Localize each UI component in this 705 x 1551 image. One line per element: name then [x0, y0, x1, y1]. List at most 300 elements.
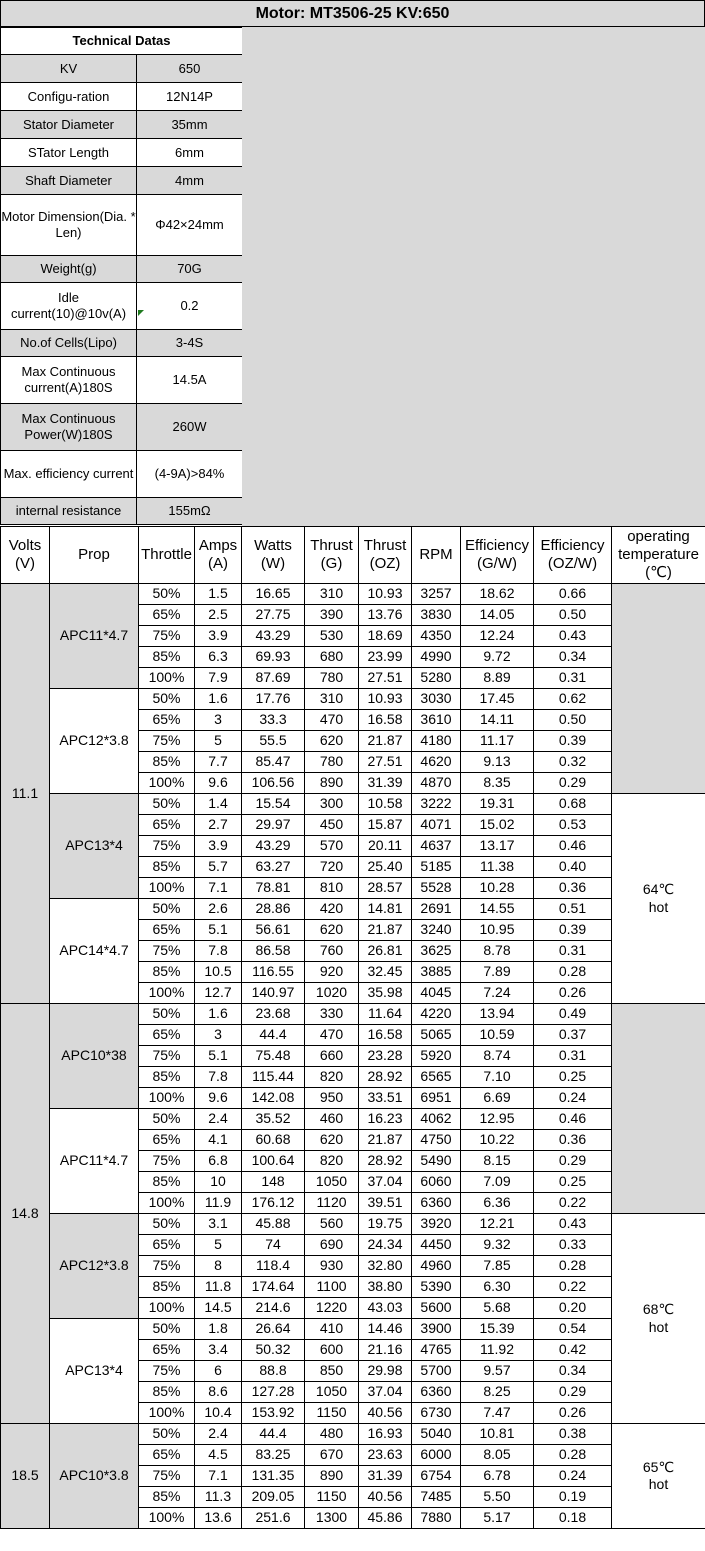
- thrust-oz-cell: 10.93: [359, 584, 412, 605]
- amps-cell: 5: [195, 731, 242, 752]
- efficiency-gw-cell: 12.24: [461, 626, 534, 647]
- rpm-cell: 7880: [412, 1508, 461, 1529]
- efficiency-gw-cell: 14.55: [461, 899, 534, 920]
- amps-cell: 5: [195, 1235, 242, 1256]
- amps-cell: 7.7: [195, 752, 242, 773]
- watts-cell: 78.81: [242, 878, 305, 899]
- page-title: Motor: MT3506-25 KV:650: [0, 0, 705, 27]
- rpm-cell: 4180: [412, 731, 461, 752]
- thrust-oz-cell: 23.63: [359, 1445, 412, 1466]
- throttle-cell: 85%: [139, 1067, 195, 1088]
- rpm-cell: 5280: [412, 668, 461, 689]
- rpm-cell: 4350: [412, 626, 461, 647]
- thrust-g-cell: 620: [305, 920, 359, 941]
- efficiency-gw-cell: 8.25: [461, 1382, 534, 1403]
- thrust-g-cell: 950: [305, 1088, 359, 1109]
- tech-label: Configu-ration: [1, 83, 137, 111]
- thrust-g-cell: 890: [305, 773, 359, 794]
- watts-cell: 56.61: [242, 920, 305, 941]
- thrust-g-cell: 850: [305, 1361, 359, 1382]
- efficiency-ozw-cell: 0.46: [534, 836, 612, 857]
- throttle-cell: 65%: [139, 710, 195, 731]
- amps-cell: 1.8: [195, 1319, 242, 1340]
- amps-cell: 14.5: [195, 1298, 242, 1319]
- efficiency-ozw-cell: 0.39: [534, 920, 612, 941]
- table-row: [1, 794, 705, 815]
- thrust-oz-cell: 37.04: [359, 1382, 412, 1403]
- efficiency-ozw-cell: 0.31: [534, 1046, 612, 1067]
- watts-cell: 115.44: [242, 1067, 305, 1088]
- efficiency-ozw-cell: 0.29: [534, 773, 612, 794]
- efficiency-gw-cell: 8.89: [461, 668, 534, 689]
- tech-value: 650: [137, 55, 243, 83]
- thrust-oz-cell: 24.34: [359, 1235, 412, 1256]
- thrust-g-cell: 1050: [305, 1382, 359, 1403]
- throttle-cell: 85%: [139, 1277, 195, 1298]
- table-row: [1, 1424, 705, 1445]
- thrust-g-cell: 620: [305, 1130, 359, 1151]
- thrust-oz-cell: 21.87: [359, 1130, 412, 1151]
- watts-cell: 118.4: [242, 1256, 305, 1277]
- thrust-g-cell: 470: [305, 710, 359, 731]
- throttle-cell: 100%: [139, 983, 195, 1004]
- thrust-oz-cell: 40.56: [359, 1403, 412, 1424]
- tech-row: [1, 256, 243, 283]
- rpm-cell: 4045: [412, 983, 461, 1004]
- efficiency-ozw-cell: 0.43: [534, 626, 612, 647]
- rpm-cell: 3900: [412, 1319, 461, 1340]
- thrust-g-cell: 560: [305, 1214, 359, 1235]
- efficiency-ozw-cell: 0.19: [534, 1487, 612, 1508]
- temperature-value: 65℃: [642, 1458, 675, 1475]
- watts-cell: 75.48: [242, 1046, 305, 1067]
- efficiency-gw-cell: 7.24: [461, 983, 534, 1004]
- efficiency-gw-cell: 14.05: [461, 605, 534, 626]
- throttle-cell: 75%: [139, 1361, 195, 1382]
- efficiency-gw-cell: 7.10: [461, 1067, 534, 1088]
- efficiency-gw-cell: 19.31: [461, 794, 534, 815]
- prop-cell: APC13*4: [50, 794, 139, 899]
- thrust-g-cell: 480: [305, 1424, 359, 1445]
- rpm-cell: 6565: [412, 1067, 461, 1088]
- throttle-cell: 75%: [139, 1256, 195, 1277]
- rpm-cell: 6360: [412, 1382, 461, 1403]
- tech-value: 35mm: [137, 111, 243, 139]
- efficiency-gw-cell: 10.59: [461, 1025, 534, 1046]
- throttle-cell: 50%: [139, 899, 195, 920]
- efficiency-ozw-cell: 0.40: [534, 857, 612, 878]
- thrust-g-cell: 420: [305, 899, 359, 920]
- rpm-cell: 5185: [412, 857, 461, 878]
- rpm-cell: 3885: [412, 962, 461, 983]
- efficiency-ozw-cell: 0.38: [534, 1424, 612, 1445]
- watts-cell: 15.54: [242, 794, 305, 815]
- thrust-g-cell: 450: [305, 815, 359, 836]
- tech-row: [1, 83, 243, 111]
- watts-cell: 142.08: [242, 1088, 305, 1109]
- efficiency-gw-cell: 9.57: [461, 1361, 534, 1382]
- watts-cell: 43.29: [242, 836, 305, 857]
- rpm-cell: 4990: [412, 647, 461, 668]
- watts-cell: 44.4: [242, 1424, 305, 1445]
- efficiency-gw-cell: 6.78: [461, 1466, 534, 1487]
- throttle-cell: 50%: [139, 1319, 195, 1340]
- watts-cell: 43.29: [242, 626, 305, 647]
- efficiency-gw-cell: 7.85: [461, 1256, 534, 1277]
- amps-cell: 3.4: [195, 1340, 242, 1361]
- tech-value: 260W: [137, 404, 243, 451]
- tech-label: KV: [1, 55, 137, 83]
- rpm-cell: 5490: [412, 1151, 461, 1172]
- thrust-oz-cell: 19.75: [359, 1214, 412, 1235]
- rpm-cell: 7485: [412, 1487, 461, 1508]
- efficiency-gw-cell: 5.50: [461, 1487, 534, 1508]
- volts-cell: 18.5: [1, 1424, 50, 1529]
- amps-cell: 10.5: [195, 962, 242, 983]
- efficiency-ozw-cell: 0.49: [534, 1004, 612, 1025]
- throttle-cell: 100%: [139, 1508, 195, 1529]
- temperature-cell: [612, 1214, 705, 1424]
- tech-value: 0.2: [137, 283, 243, 330]
- thrust-oz-cell: 32.45: [359, 962, 412, 983]
- throttle-cell: 50%: [139, 1214, 195, 1235]
- thrust-g-cell: 690: [305, 1235, 359, 1256]
- efficiency-ozw-cell: 0.22: [534, 1277, 612, 1298]
- efficiency-ozw-cell: 0.22: [534, 1193, 612, 1214]
- thrust-g-cell: 1020: [305, 983, 359, 1004]
- thrust-oz-cell: 28.92: [359, 1067, 412, 1088]
- efficiency-ozw-cell: 0.54: [534, 1319, 612, 1340]
- efficiency-ozw-cell: 0.32: [534, 752, 612, 773]
- efficiency-ozw-cell: 0.34: [534, 1361, 612, 1382]
- watts-cell: 69.93: [242, 647, 305, 668]
- thrust-g-cell: 780: [305, 752, 359, 773]
- amps-cell: 11.3: [195, 1487, 242, 1508]
- efficiency-ozw-cell: 0.28: [534, 962, 612, 983]
- throttle-cell: 100%: [139, 878, 195, 899]
- watts-cell: 131.35: [242, 1466, 305, 1487]
- thrust-g-cell: 310: [305, 584, 359, 605]
- efficiency-ozw-cell: 0.29: [534, 1151, 612, 1172]
- efficiency-ozw-cell: 0.68: [534, 794, 612, 815]
- rpm-cell: 5390: [412, 1277, 461, 1298]
- tech-label: Motor Dimension(Dia. * Len): [1, 195, 137, 256]
- thrust-g-cell: 680: [305, 647, 359, 668]
- efficiency-gw-cell: 10.95: [461, 920, 534, 941]
- efficiency-ozw-cell: 0.46: [534, 1109, 612, 1130]
- rpm-cell: 3257: [412, 584, 461, 605]
- watts-cell: 29.97: [242, 815, 305, 836]
- thrust-oz-cell: 21.87: [359, 731, 412, 752]
- efficiency-ozw-cell: 0.42: [534, 1340, 612, 1361]
- throttle-cell: 100%: [139, 668, 195, 689]
- amps-cell: 8: [195, 1256, 242, 1277]
- tech-value: 14.5A: [137, 357, 243, 404]
- rpm-cell: 5528: [412, 878, 461, 899]
- efficiency-gw-cell: 9.13: [461, 752, 534, 773]
- watts-cell: 174.64: [242, 1277, 305, 1298]
- watts-cell: 27.75: [242, 605, 305, 626]
- throttle-cell: 65%: [139, 815, 195, 836]
- amps-cell: 5.1: [195, 920, 242, 941]
- efficiency-ozw-cell: 0.25: [534, 1067, 612, 1088]
- thrust-oz-cell: 16.93: [359, 1424, 412, 1445]
- efficiency-gw-cell: 13.94: [461, 1004, 534, 1025]
- amps-cell: 3.9: [195, 626, 242, 647]
- amps-cell: 3: [195, 1025, 242, 1046]
- watts-cell: 127.28: [242, 1382, 305, 1403]
- thrust-g-cell: 300: [305, 794, 359, 815]
- efficiency-gw-cell: 5.68: [461, 1298, 534, 1319]
- thrust-oz-cell: 16.58: [359, 1025, 412, 1046]
- watts-cell: 33.3: [242, 710, 305, 731]
- efficiency-gw-cell: 8.74: [461, 1046, 534, 1067]
- rpm-cell: 4960: [412, 1256, 461, 1277]
- efficiency-gw-cell: 8.35: [461, 773, 534, 794]
- thrust-oz-cell: 11.64: [359, 1004, 412, 1025]
- prop-cell: APC12*3.8: [50, 1214, 139, 1319]
- thrust-oz-cell: 29.98: [359, 1361, 412, 1382]
- rpm-cell: 3610: [412, 710, 461, 731]
- tech-label: Idle current(10)@10v(A): [1, 283, 137, 330]
- efficiency-gw-cell: 12.21: [461, 1214, 534, 1235]
- thrust-g-cell: 470: [305, 1025, 359, 1046]
- tech-row: [1, 167, 243, 195]
- thrust-oz-cell: 28.57: [359, 878, 412, 899]
- efficiency-ozw-cell: 0.28: [534, 1256, 612, 1277]
- thrust-oz-cell: 38.80: [359, 1277, 412, 1298]
- throttle-cell: 85%: [139, 752, 195, 773]
- throttle-cell: 50%: [139, 1004, 195, 1025]
- prop-cell: APC10*3.8: [50, 1424, 139, 1529]
- thrust-oz-cell: 23.99: [359, 647, 412, 668]
- efficiency-gw-cell: 10.28: [461, 878, 534, 899]
- technical-data-table: [0, 27, 243, 525]
- blank-area: [242, 27, 705, 526]
- amps-cell: 2.7: [195, 815, 242, 836]
- thrust-oz-cell: 40.56: [359, 1487, 412, 1508]
- rpm-cell: 5065: [412, 1025, 461, 1046]
- throttle-cell: 65%: [139, 1130, 195, 1151]
- efficiency-gw-cell: 14.11: [461, 710, 534, 731]
- thrust-g-cell: 410: [305, 1319, 359, 1340]
- performance-table: [0, 526, 705, 1529]
- efficiency-ozw-cell: 0.50: [534, 710, 612, 731]
- efficiency-ozw-cell: 0.36: [534, 878, 612, 899]
- table-row: [1, 1214, 705, 1235]
- throttle-cell: 85%: [139, 962, 195, 983]
- volts-cell: 14.8: [1, 1004, 50, 1424]
- thrust-g-cell: 890: [305, 1466, 359, 1487]
- efficiency-gw-cell: 12.95: [461, 1109, 534, 1130]
- tech-header: Technical Datas: [1, 28, 243, 55]
- efficiency-ozw-cell: 0.31: [534, 668, 612, 689]
- thrust-oz-cell: 14.81: [359, 899, 412, 920]
- thrust-g-cell: 390: [305, 605, 359, 626]
- amps-cell: 8.6: [195, 1382, 242, 1403]
- throttle-cell: 75%: [139, 1046, 195, 1067]
- amps-cell: 1.4: [195, 794, 242, 815]
- tech-label: Max. efficiency current: [1, 451, 137, 498]
- watts-cell: 85.47: [242, 752, 305, 773]
- thrust-g-cell: 1050: [305, 1172, 359, 1193]
- amps-cell: 7.1: [195, 878, 242, 899]
- thrust-g-cell: 1150: [305, 1403, 359, 1424]
- amps-cell: 5.7: [195, 857, 242, 878]
- watts-cell: 16.65: [242, 584, 305, 605]
- tech-row: [1, 498, 243, 525]
- rpm-cell: 6754: [412, 1466, 461, 1487]
- temperature-value: 64℃: [642, 881, 675, 898]
- throttle-cell: 65%: [139, 920, 195, 941]
- efficiency-gw-cell: 11.17: [461, 731, 534, 752]
- thrust-g-cell: 780: [305, 668, 359, 689]
- tech-label: internal resistance: [1, 498, 137, 525]
- temperature-cell: [612, 794, 705, 1004]
- tech-row: [1, 283, 243, 330]
- header-efficiency-ozw: Efficiency (OZ/W): [534, 527, 612, 584]
- thrust-oz-cell: 10.93: [359, 689, 412, 710]
- amps-cell: 10.4: [195, 1403, 242, 1424]
- throttle-cell: 65%: [139, 1445, 195, 1466]
- watts-cell: 251.6: [242, 1508, 305, 1529]
- watts-cell: 17.76: [242, 689, 305, 710]
- rpm-cell: 4870: [412, 773, 461, 794]
- efficiency-ozw-cell: 0.66: [534, 584, 612, 605]
- watts-cell: 116.55: [242, 962, 305, 983]
- throttle-cell: 85%: [139, 1172, 195, 1193]
- rpm-cell: 5040: [412, 1424, 461, 1445]
- rpm-cell: 4071: [412, 815, 461, 836]
- temperature-blank-cell: [612, 1004, 705, 1214]
- efficiency-ozw-cell: 0.36: [534, 1130, 612, 1151]
- throttle-cell: 85%: [139, 1487, 195, 1508]
- thrust-oz-cell: 23.28: [359, 1046, 412, 1067]
- tech-row: [1, 330, 243, 357]
- temperature-note: hot: [648, 1318, 669, 1335]
- watts-cell: 50.32: [242, 1340, 305, 1361]
- watts-cell: 60.68: [242, 1130, 305, 1151]
- thrust-oz-cell: 43.03: [359, 1298, 412, 1319]
- header-rpm: RPM: [412, 527, 461, 584]
- efficiency-gw-cell: 9.72: [461, 647, 534, 668]
- temperature-blank-cell: [612, 584, 705, 794]
- throttle-cell: 75%: [139, 836, 195, 857]
- tech-header-row: [1, 28, 243, 55]
- watts-cell: 35.52: [242, 1109, 305, 1130]
- rpm-cell: 4062: [412, 1109, 461, 1130]
- throttle-cell: 75%: [139, 1151, 195, 1172]
- thrust-oz-cell: 10.58: [359, 794, 412, 815]
- tech-label: Stator Diameter: [1, 111, 137, 139]
- efficiency-ozw-cell: 0.53: [534, 815, 612, 836]
- throttle-cell: 85%: [139, 1382, 195, 1403]
- amps-cell: 12.7: [195, 983, 242, 1004]
- thrust-g-cell: 330: [305, 1004, 359, 1025]
- rpm-cell: 4620: [412, 752, 461, 773]
- amps-cell: 5.1: [195, 1046, 242, 1067]
- tech-value: 12N14P: [137, 83, 243, 111]
- amps-cell: 1.6: [195, 1004, 242, 1025]
- tech-row: [1, 55, 243, 83]
- efficiency-ozw-cell: 0.33: [534, 1235, 612, 1256]
- throttle-cell: 65%: [139, 1025, 195, 1046]
- efficiency-ozw-cell: 0.37: [534, 1025, 612, 1046]
- thrust-oz-cell: 26.81: [359, 941, 412, 962]
- watts-cell: 153.92: [242, 1403, 305, 1424]
- efficiency-gw-cell: 5.17: [461, 1508, 534, 1529]
- rpm-cell: 4750: [412, 1130, 461, 1151]
- watts-cell: 83.25: [242, 1445, 305, 1466]
- efficiency-ozw-cell: 0.31: [534, 941, 612, 962]
- amps-cell: 6: [195, 1361, 242, 1382]
- amps-cell: 4.1: [195, 1130, 242, 1151]
- technical-data-section: [0, 27, 705, 526]
- efficiency-gw-cell: 10.81: [461, 1424, 534, 1445]
- watts-cell: 44.4: [242, 1025, 305, 1046]
- efficiency-gw-cell: 7.89: [461, 962, 534, 983]
- tech-value: 70G: [137, 256, 243, 283]
- header-thrust-oz: Thrust (OZ): [359, 527, 412, 584]
- tech-label: STator Length: [1, 139, 137, 167]
- efficiency-gw-cell: 7.09: [461, 1172, 534, 1193]
- efficiency-gw-cell: 13.17: [461, 836, 534, 857]
- table-row: [1, 584, 705, 605]
- thrust-oz-cell: 31.39: [359, 773, 412, 794]
- prop-cell: APC12*3.8: [50, 689, 139, 794]
- tech-label: Shaft Diameter: [1, 167, 137, 195]
- amps-cell: 13.6: [195, 1508, 242, 1529]
- watts-cell: 214.6: [242, 1298, 305, 1319]
- watts-cell: 26.64: [242, 1319, 305, 1340]
- thrust-oz-cell: 13.76: [359, 605, 412, 626]
- thrust-oz-cell: 28.92: [359, 1151, 412, 1172]
- tech-value: (4-9A)>84%: [137, 451, 243, 498]
- tech-row: [1, 139, 243, 167]
- efficiency-gw-cell: 15.39: [461, 1319, 534, 1340]
- efficiency-gw-cell: 11.92: [461, 1340, 534, 1361]
- header-volts: Volts (V): [1, 527, 50, 584]
- throttle-cell: 50%: [139, 794, 195, 815]
- efficiency-gw-cell: 11.38: [461, 857, 534, 878]
- thrust-g-cell: 460: [305, 1109, 359, 1130]
- thrust-oz-cell: 27.51: [359, 668, 412, 689]
- amps-cell: 3: [195, 710, 242, 731]
- table-row: [1, 689, 705, 710]
- thrust-oz-cell: 16.58: [359, 710, 412, 731]
- tech-row: [1, 357, 243, 404]
- watts-cell: 55.5: [242, 731, 305, 752]
- amps-cell: 7.1: [195, 1466, 242, 1487]
- rpm-cell: 4765: [412, 1340, 461, 1361]
- thrust-oz-cell: 39.51: [359, 1193, 412, 1214]
- efficiency-ozw-cell: 0.34: [534, 647, 612, 668]
- tech-row: [1, 451, 243, 498]
- thrust-g-cell: 1300: [305, 1508, 359, 1529]
- amps-cell: 3.1: [195, 1214, 242, 1235]
- efficiency-ozw-cell: 0.18: [534, 1508, 612, 1529]
- thrust-oz-cell: 27.51: [359, 752, 412, 773]
- throttle-cell: 75%: [139, 1466, 195, 1487]
- throttle-cell: 50%: [139, 1109, 195, 1130]
- throttle-cell: 65%: [139, 605, 195, 626]
- watts-cell: 148: [242, 1172, 305, 1193]
- rpm-cell: 3830: [412, 605, 461, 626]
- table-row: [1, 899, 705, 920]
- throttle-cell: 100%: [139, 1298, 195, 1319]
- temperature-value: 68℃: [642, 1301, 675, 1318]
- amps-cell: 1.5: [195, 584, 242, 605]
